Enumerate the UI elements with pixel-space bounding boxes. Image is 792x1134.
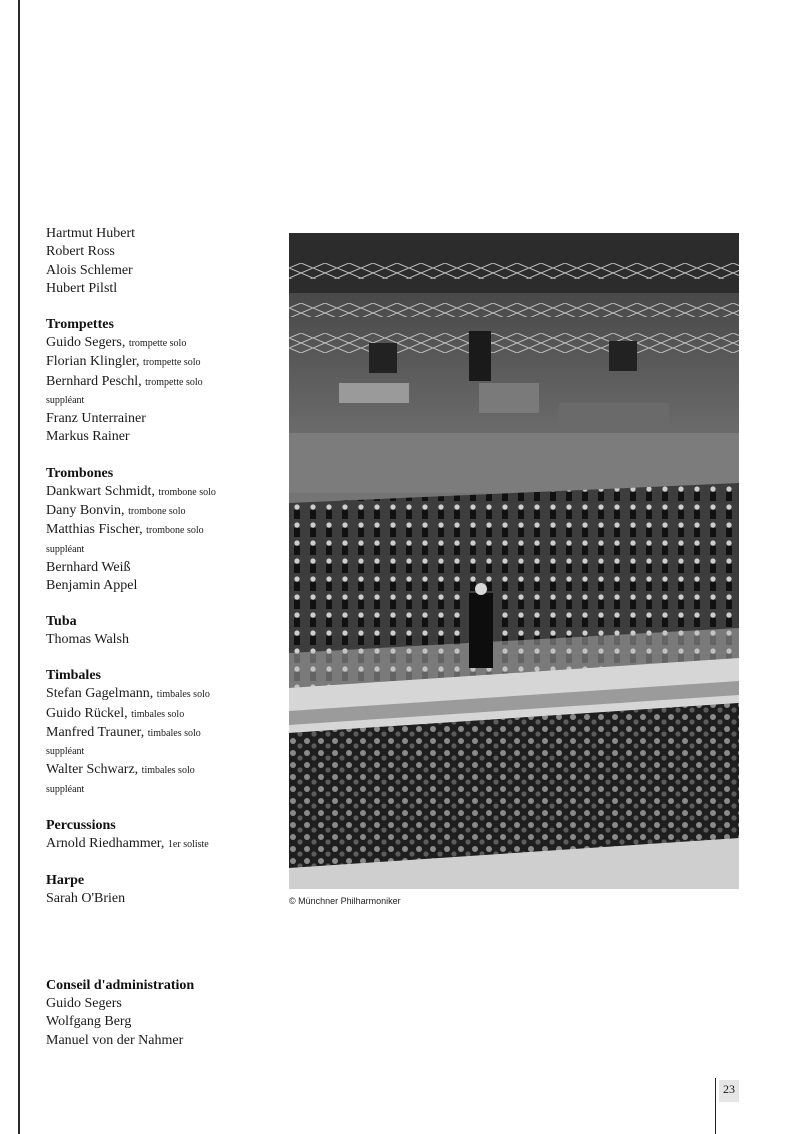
member-entry (46, 280, 281, 298)
orchestra-roster (46, 225, 281, 926)
member-entry (46, 225, 281, 243)
council-section (46, 977, 306, 1050)
member-entry (46, 724, 281, 761)
section-title: Percussions (46, 817, 116, 833)
member-entry (46, 428, 281, 446)
member-entry (46, 890, 281, 908)
member-name: Bernhard Weiß (46, 559, 131, 575)
member-name: Franz Unterrainer (46, 411, 146, 427)
council-member: Wolfgang Berg (46, 1014, 132, 1030)
member-name: Guido Segers, (46, 335, 126, 351)
roster-section (46, 613, 281, 649)
photo-caption: © Münchner Philharmoniker (289, 896, 401, 906)
member-note: suppléant (46, 395, 85, 407)
roster-section (46, 667, 281, 798)
member-role: 1er soliste (167, 838, 209, 850)
roster-section (46, 817, 281, 854)
member-name: Manfred Trauner, (46, 725, 145, 741)
member-role: trombone solo (158, 486, 216, 498)
member-name: Matthias Fischer, (46, 522, 143, 538)
member-role: timbales solo (156, 689, 210, 701)
member-name: Bernhard Peschl, (46, 373, 142, 389)
member-name: Florian Klingler, (46, 354, 140, 370)
member-role: timbales solo (131, 708, 185, 720)
member-entry (46, 685, 281, 704)
roster-section (46, 316, 281, 446)
council-title: Conseil d'administration (46, 978, 195, 993)
page-number: 23 (719, 1080, 739, 1102)
section-title: Tuba (46, 614, 77, 630)
member-role: trombone solo (128, 505, 186, 517)
council-member: Manuel von der Nahmer (46, 1032, 184, 1048)
member-entry (46, 521, 281, 558)
roster-section (46, 465, 281, 595)
member-name: Arnold Riedhammer, (46, 835, 165, 851)
roster-section (46, 872, 281, 908)
member-role: timbales solo (141, 765, 195, 777)
member-name: Robert Ross (46, 244, 115, 260)
member-role: timbales solo (147, 728, 201, 740)
member-entry (46, 577, 281, 595)
member-entry (46, 353, 281, 372)
member-name: Benjamin Appel (46, 577, 138, 593)
member-name: Dany Bonvin, (46, 502, 125, 518)
member-note: suppléant (46, 746, 85, 758)
member-entry (46, 243, 281, 261)
member-entry (46, 502, 281, 521)
member-name: Dankwart Schmidt, (46, 483, 155, 499)
member-role: trombone solo (146, 525, 204, 537)
member-entry (46, 373, 281, 410)
member-name: Guido Rückel, (46, 705, 128, 721)
member-name: Hubert Pilstl (46, 280, 118, 296)
page-edge-line (18, 0, 20, 1134)
member-role: trompette solo (145, 376, 203, 388)
member-name: Hartmut Hubert (46, 226, 136, 241)
orchestra-photo (289, 233, 739, 889)
member-entry (46, 410, 281, 428)
member-role: trompette solo (128, 338, 187, 350)
section-title: Trombones (46, 465, 114, 481)
member-entry (46, 262, 281, 280)
roster-section (46, 225, 281, 298)
member-entry (46, 835, 281, 854)
member-name: Alois Schlemer (46, 262, 133, 278)
section-title: Trompettes (46, 317, 114, 333)
member-entry (46, 334, 281, 353)
member-name: Stefan Gagelmann, (46, 686, 154, 702)
member-note: suppléant (46, 783, 85, 795)
member-name: Markus Rainer (46, 429, 130, 445)
member-name: Walter Schwarz, (46, 762, 139, 778)
member-entry (46, 761, 281, 798)
member-name: Thomas Walsh (46, 632, 129, 648)
section-title: Harpe (46, 872, 85, 888)
member-entry (46, 631, 281, 649)
member-note: suppléant (46, 543, 85, 555)
member-entry (46, 559, 281, 577)
section-title: Timbales (46, 668, 101, 684)
member-name: Sarah O'Brien (46, 890, 126, 906)
council-member: Guido Segers (46, 996, 122, 1011)
member-entry (46, 483, 281, 502)
page-number-rule (715, 1078, 716, 1134)
member-entry (46, 705, 281, 724)
member-role: trompette solo (143, 357, 201, 369)
